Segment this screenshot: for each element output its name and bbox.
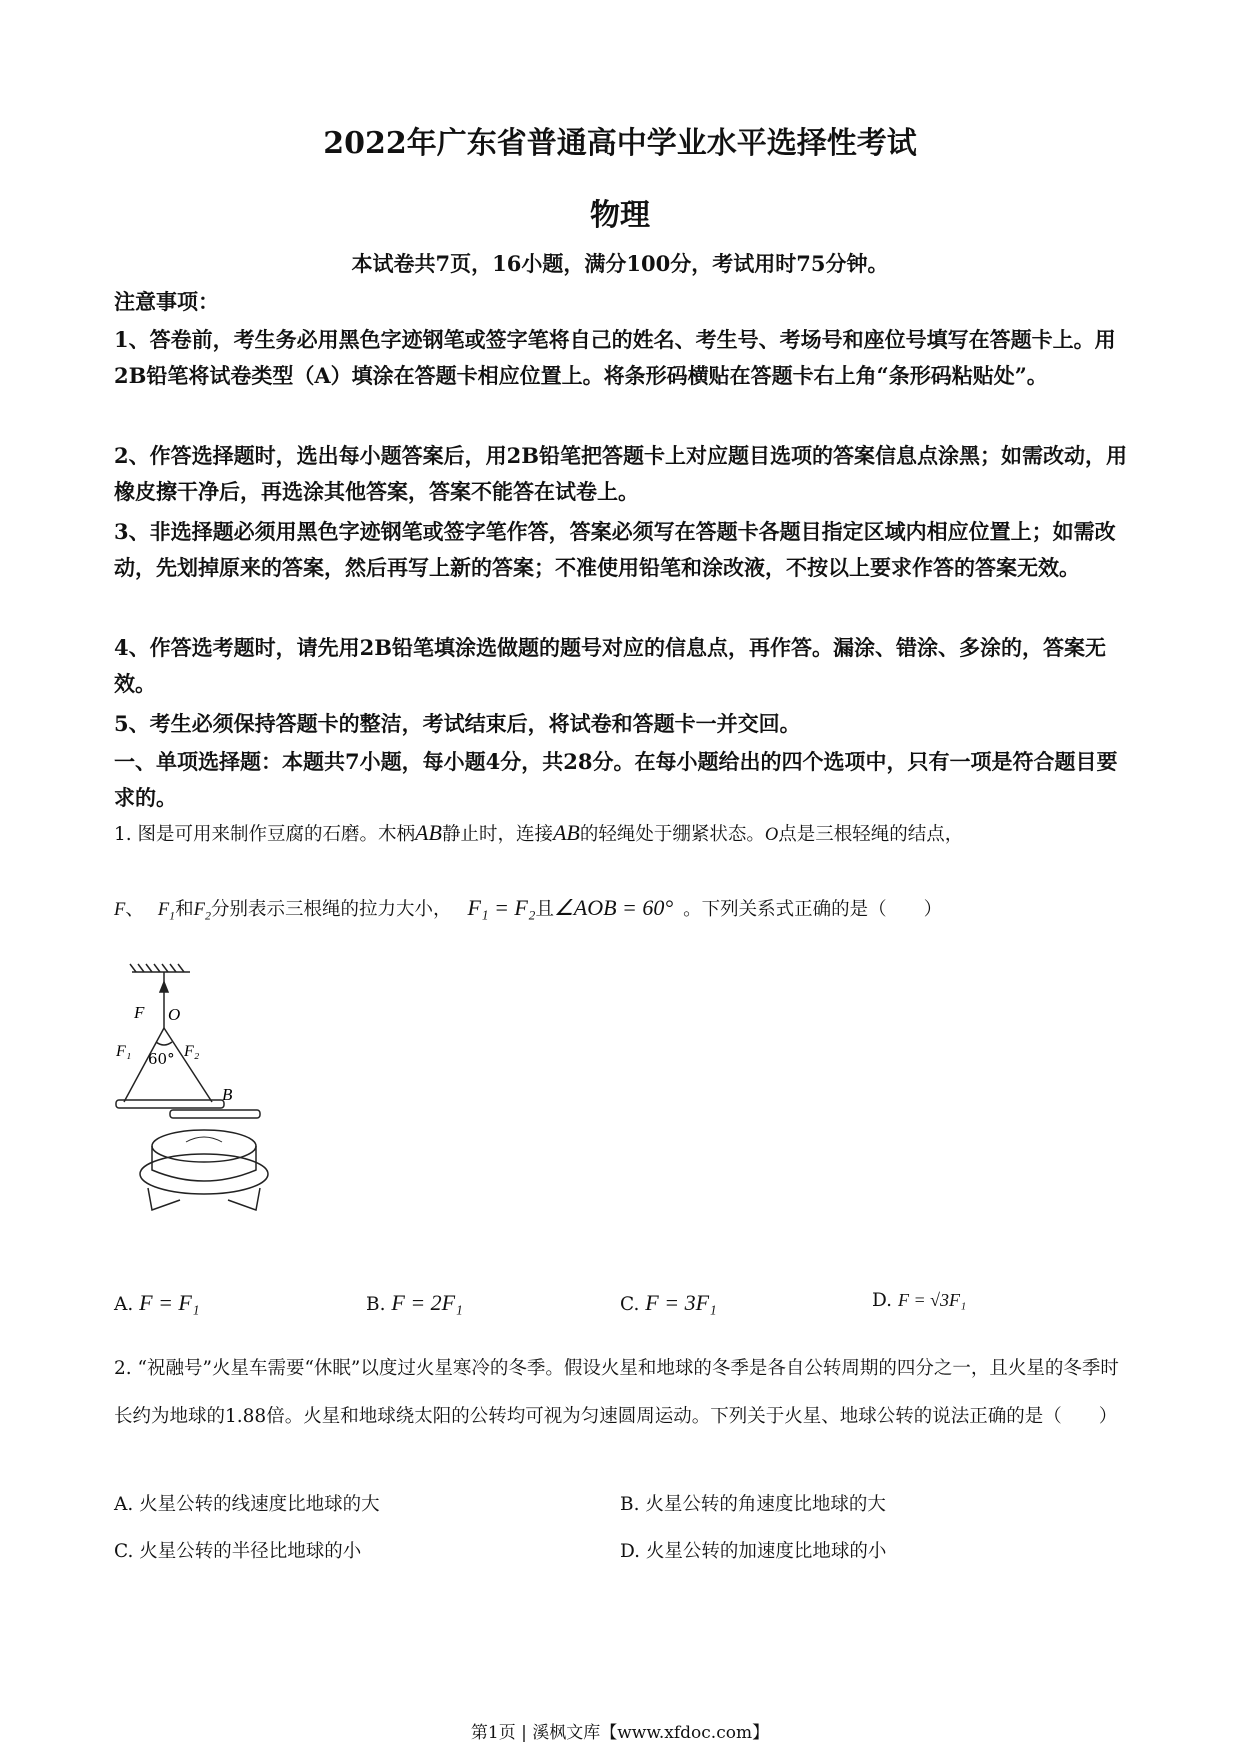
- fig-label-b: B: [222, 1085, 233, 1104]
- exam-info: 本试卷共7页，16小题，满分100分，考试用时75分钟。: [351, 251, 889, 276]
- q1-option-d[interactable]: D. F = √3F₁: [872, 1290, 967, 1311]
- note-5: 5、考生必须保持答题卡的整洁，考试结束后，将试卷和答题卡一并交回。: [114, 711, 801, 736]
- subject-title: 物理: [590, 198, 650, 233]
- q1-option-a[interactable]: A. F = F₁: [114, 1290, 200, 1315]
- section-1-heading: 一、单项选择题：本题共7小题，每小题4分，共28分。在每小题给出的四个选项中，只有一项是符合题目要求的。: [114, 749, 1118, 810]
- notes-heading: 注意事项：: [114, 289, 219, 314]
- fig-label-angle: 60°: [148, 1050, 175, 1068]
- note-2: 2、作答选择题时，选出每小题答案后，用2B铅笔把答题卡上对应题目选项的答案信息点涂黑；如需改动，用橡皮擦干净后，再选涂其他答案，答案不能答在试卷上。: [114, 443, 1127, 504]
- q2-option-a[interactable]: A. 火星公转的线速度比地球的大: [114, 1494, 380, 1515]
- fig-label-f: F: [134, 1003, 145, 1022]
- note-4: 4、作答选考题时，请先用2B铅笔填涂选做题的题号对应的信息点，再作答。漏涂、错涂、多涂的，答案无效。: [114, 635, 1106, 696]
- q1-option-c[interactable]: C. F = 3F₁: [620, 1290, 717, 1315]
- exam-title: 2022年广东省普通高中学业水平选择性考试: [323, 126, 917, 161]
- page-footer: 第1页 | 溪枫文库【www.xfdoc.com】: [470, 1723, 770, 1743]
- fig-label-o: O: [168, 1005, 181, 1024]
- question-1-line-1: 1. 图是可用来制作豆腐的石磨。木柄AB静止时，连接AB的轻绳处于绷紧状态。O点是三根轻绳的结点，: [114, 820, 964, 845]
- q2-option-b[interactable]: B. 火星公转的角速度比地球的大: [620, 1494, 886, 1515]
- q2-option-c[interactable]: C. 火星公转的半径比地球的小: [114, 1541, 362, 1562]
- fig-label-f2: F₂: [184, 1043, 200, 1060]
- note-3: 3、非选择题必须用黑色字迹钢笔或签字笔作答，答案必须写在答题卡各题目指定区域内相应位置上；如需改动，先划掉原来的答案，然后再写上新的答案；不准使用铅笔和涂改液，不按以上要求作答的答案无效。: [114, 519, 1116, 580]
- q1-option-b[interactable]: B. F = 2F₁: [366, 1290, 463, 1315]
- question-2-text: 2. “祝融号”火星车需要“休眠”以度过火星寒冷的冬季。假设火星和地球的冬季是各自公转周期的四分之一，且火星的冬季时长约为地球的1.88倍。火星和地球绕太阳的公转均可视为匀速圆周运动。下列关于火星、地球公转的说法正确的是（ ）: [114, 1358, 1119, 1427]
- fig-label-f1: F₁: [116, 1043, 132, 1060]
- q2-option-d[interactable]: D. 火星公转的加速度比地球的小: [620, 1541, 887, 1562]
- note-1: 1、答卷前，考生务必用黑色字迹钢笔或签字笔将自己的姓名、考生号、考场号和座位号填写在答题卡上。用2B铅笔将试卷类型（A）填涂在答题卡相应位置上。将条形码横贴在答题卡右上角“条形码粘贴处”。: [114, 327, 1116, 388]
- question-1-line-2: F、 $F_1$和$F_2$分别表示三根绳的拉力大小， F₁ = F₂且∠AOB = 60° 。下列关系式正确的是（ ）: [114, 895, 943, 923]
- stone-mill-figure: [110, 960, 290, 1220]
